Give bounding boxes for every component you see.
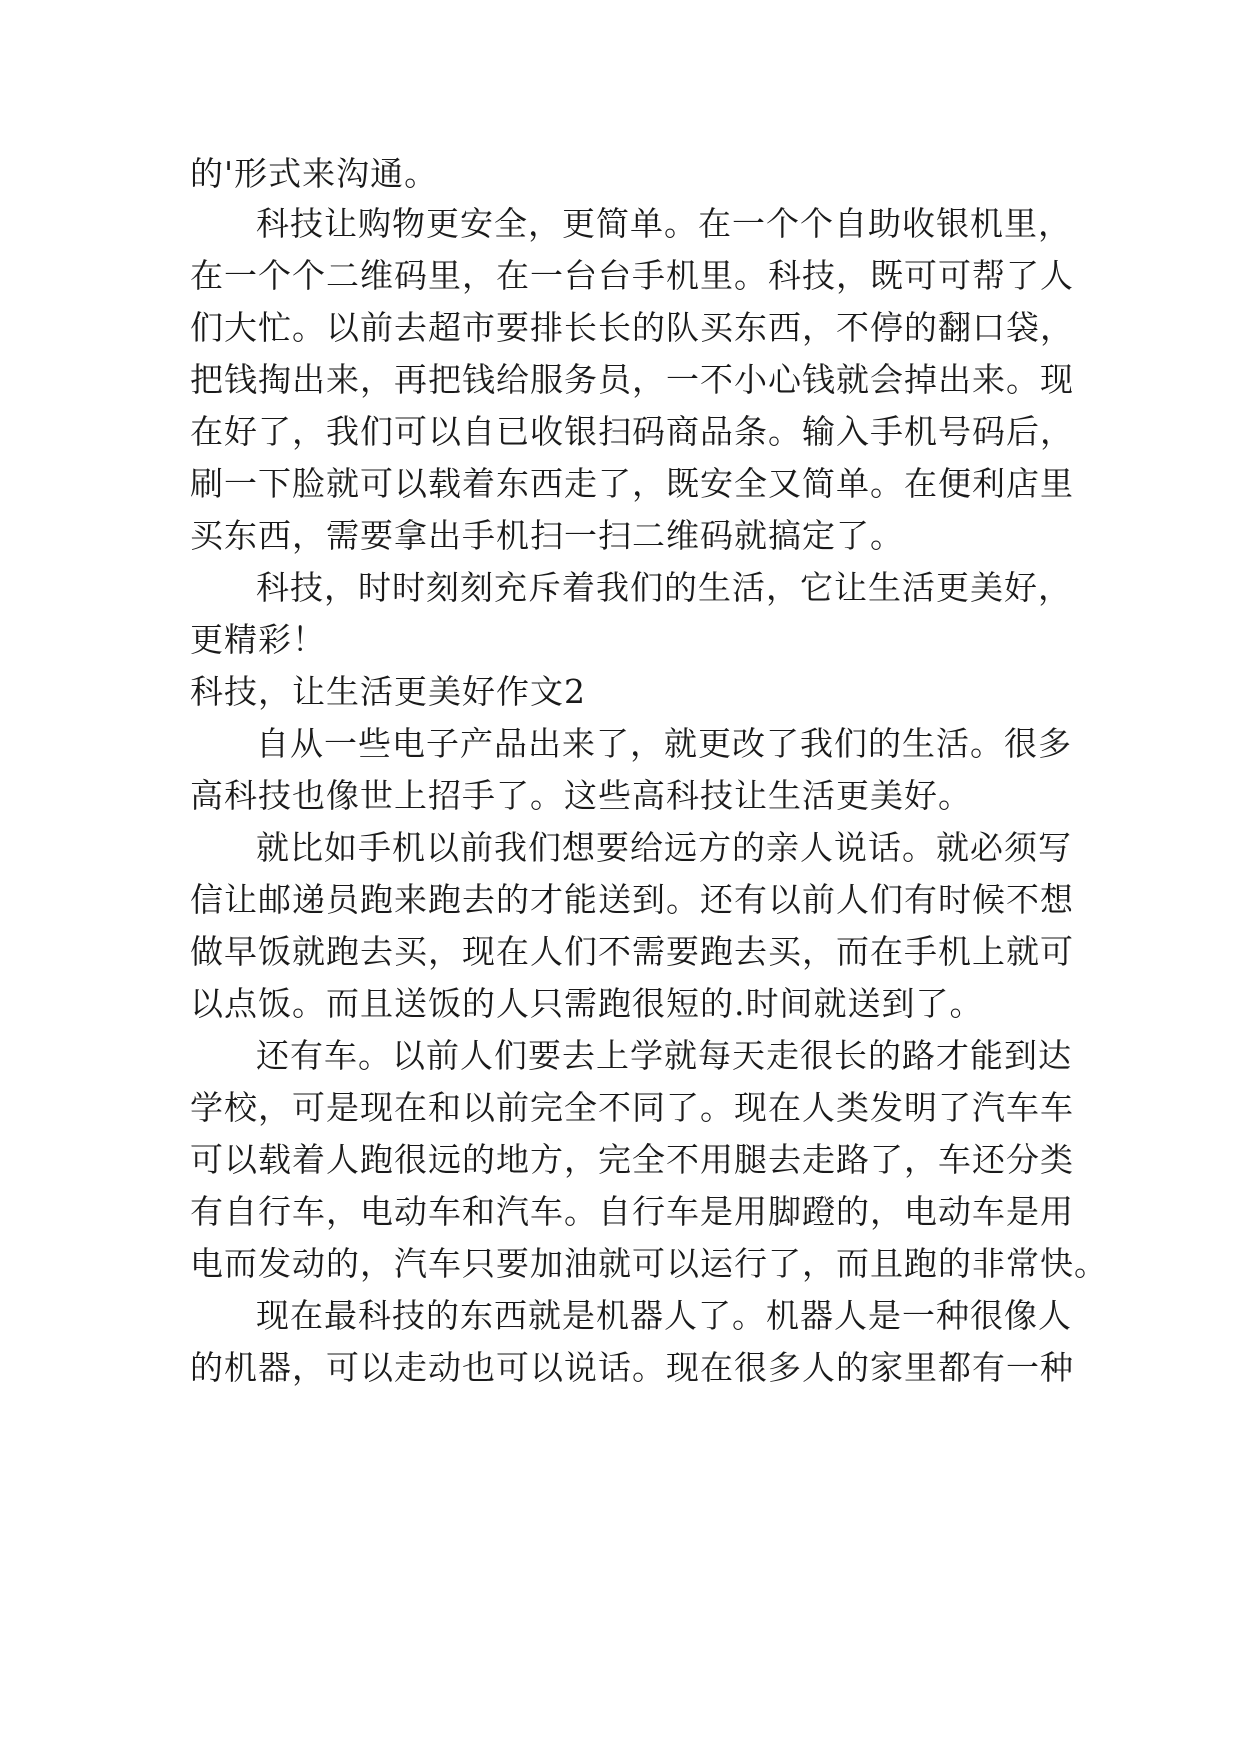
section-heading: 科技，让生活更美好作文2 bbox=[190, 672, 586, 711]
text-line: 的'形式来沟通。 bbox=[190, 154, 439, 193]
text-line: 可以载着人跑很远的地方，完全不用腿去走路了，车还分类 bbox=[190, 1140, 1074, 1179]
text-line: 电而发动的，汽车只要加油就可以运行了，而且跑的非常快。 bbox=[190, 1244, 1108, 1283]
text-line: 有自行车，电动车和汽车。自行车是用脚蹬的，电动车是用 bbox=[190, 1192, 1074, 1231]
paragraph-start: 科技，时时刻刻充斥着我们的生活，它让生活更美好， bbox=[256, 568, 1072, 607]
text-line: 高科技也像世上招手了。这些高科技让生活更美好。 bbox=[190, 776, 972, 815]
text-line: 买东西，需要拿出手机扫一扫二维码就搞定了。 bbox=[190, 516, 904, 555]
text-line: 刷一下脸就可以载着东西走了，既安全又简单。在便利店里 bbox=[190, 464, 1074, 503]
text-line: 们大忙。以前去超市要排长长的队买东西，不停的翻口袋， bbox=[190, 308, 1074, 347]
text-line: 在一个个二维码里，在一台台手机里。科技，既可可帮了人 bbox=[190, 256, 1074, 295]
text-line: 学校，可是现在和以前完全不同了。现在人类发明了汽车车 bbox=[190, 1088, 1074, 1127]
text-line: 在好了，我们可以自已收银扫码商品条。输入手机号码后， bbox=[190, 412, 1074, 451]
paragraph-start: 科技让购物更安全，更简单。在一个个自助收银机里， bbox=[256, 204, 1072, 243]
text-line: 更精彩！ bbox=[190, 620, 326, 659]
paragraph-start: 就比如手机以前我们想要给远方的亲人说话。就必须写 bbox=[256, 828, 1072, 867]
text-line: 以点饭。而且送饭的人只需跑很短的.时间就送到了。 bbox=[190, 984, 984, 1023]
text-line: 把钱掏出来，再把钱给服务员，一不小心钱就会掉出来。现 bbox=[190, 360, 1074, 399]
text-line: 的机器，可以走动也可以说话。现在很多人的家里都有一种 bbox=[190, 1348, 1074, 1387]
text-line: 做早饭就跑去买，现在人们不需要跑去买，而在手机上就可 bbox=[190, 932, 1074, 971]
paragraph-start: 还有车。以前人们要去上学就每天走很长的路才能到达 bbox=[256, 1036, 1072, 1075]
paragraph-start: 自从一些电子产品出来了，就更改了我们的生活。很多 bbox=[256, 724, 1072, 763]
text-line: 信让邮递员跑来跑去的才能送到。还有以前人们有时候不想 bbox=[190, 880, 1074, 919]
paragraph-start: 现在最科技的东西就是机器人了。机器人是一种很像人 bbox=[256, 1296, 1072, 1335]
